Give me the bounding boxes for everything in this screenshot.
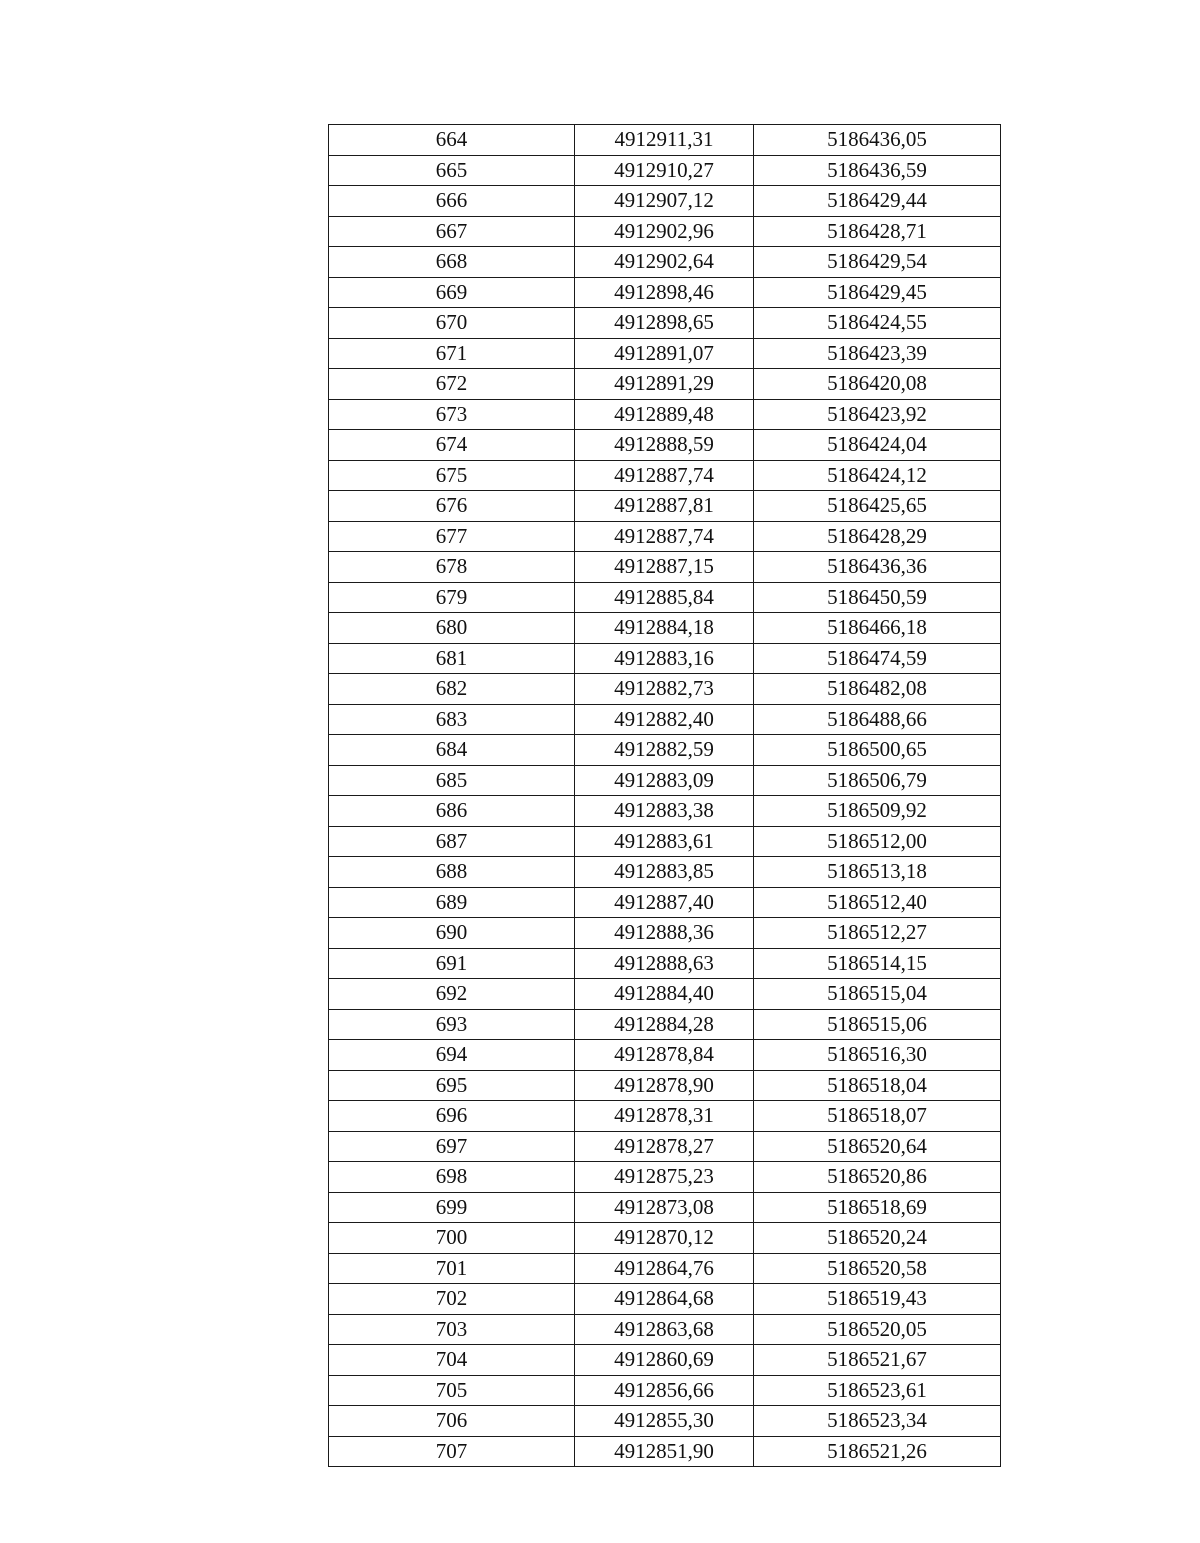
table-row [329,308,1001,339]
x-coordinate-cell: 4912884,28 [575,1009,754,1040]
point-number-cell: 670 [329,308,575,339]
y-coordinate-cell: 5186521,67 [754,1345,1001,1376]
y-coordinate-cell: 5186514,15 [754,948,1001,979]
x-coordinate-cell: 4912864,68 [575,1284,754,1315]
x-coordinate-cell: 4912873,08 [575,1192,754,1223]
x-coordinate-cell: 4912870,12 [575,1223,754,1254]
x-coordinate-cell: 4912863,68 [575,1314,754,1345]
table-row [329,1314,1001,1345]
point-number-cell: 705 [329,1375,575,1406]
table-row [329,643,1001,674]
y-coordinate-cell: 5186519,43 [754,1284,1001,1315]
point-number-cell: 697 [329,1131,575,1162]
point-number-cell: 683 [329,704,575,735]
table-row [329,1253,1001,1284]
point-number-cell: 699 [329,1192,575,1223]
point-number-cell: 701 [329,1253,575,1284]
table-row [329,674,1001,705]
x-coordinate-cell: 4912883,85 [575,857,754,888]
x-coordinate-cell: 4912888,63 [575,948,754,979]
table-row [329,1223,1001,1254]
x-coordinate-cell: 4912883,09 [575,765,754,796]
table-row [329,979,1001,1010]
x-coordinate-cell: 4912883,16 [575,643,754,674]
y-coordinate-cell: 5186512,00 [754,826,1001,857]
point-number-cell: 702 [329,1284,575,1315]
point-number-cell: 704 [329,1345,575,1376]
y-coordinate-cell: 5186429,44 [754,186,1001,217]
x-coordinate-cell: 4912910,27 [575,155,754,186]
point-number-cell: 678 [329,552,575,583]
x-coordinate-cell: 4912888,59 [575,430,754,461]
x-coordinate-cell: 4912887,15 [575,552,754,583]
point-number-cell: 676 [329,491,575,522]
table-row [329,460,1001,491]
point-number-cell: 687 [329,826,575,857]
point-number-cell: 679 [329,582,575,613]
table-row [329,582,1001,613]
x-coordinate-cell: 4912851,90 [575,1436,754,1467]
y-coordinate-cell: 5186424,55 [754,308,1001,339]
table-row [329,735,1001,766]
point-number-cell: 707 [329,1436,575,1467]
table-row [329,796,1001,827]
point-number-cell: 664 [329,125,575,156]
table-row [329,1406,1001,1437]
table-row [329,1162,1001,1193]
point-number-cell: 677 [329,521,575,552]
y-coordinate-cell: 5186520,58 [754,1253,1001,1284]
table-row [329,521,1001,552]
x-coordinate-cell: 4912878,27 [575,1131,754,1162]
x-coordinate-cell: 4912864,76 [575,1253,754,1284]
table-row [329,948,1001,979]
x-coordinate-cell: 4912887,74 [575,460,754,491]
y-coordinate-cell: 5186512,40 [754,887,1001,918]
x-coordinate-cell: 4912875,23 [575,1162,754,1193]
x-coordinate-cell: 4912882,59 [575,735,754,766]
point-number-cell: 689 [329,887,575,918]
x-coordinate-cell: 4912878,31 [575,1101,754,1132]
table-row [329,216,1001,247]
point-number-cell: 668 [329,247,575,278]
point-number-cell: 684 [329,735,575,766]
x-coordinate-cell: 4912888,36 [575,918,754,949]
y-coordinate-cell: 5186420,08 [754,369,1001,400]
point-number-cell: 691 [329,948,575,979]
y-coordinate-cell: 5186428,71 [754,216,1001,247]
y-coordinate-cell: 5186423,39 [754,338,1001,369]
point-number-cell: 696 [329,1101,575,1132]
y-coordinate-cell: 5186482,08 [754,674,1001,705]
y-coordinate-cell: 5186520,05 [754,1314,1001,1345]
x-coordinate-cell: 4912887,40 [575,887,754,918]
table-row [329,613,1001,644]
x-coordinate-cell: 4912885,84 [575,582,754,613]
point-number-cell: 675 [329,460,575,491]
table-row [329,430,1001,461]
x-coordinate-cell: 4912898,46 [575,277,754,308]
point-number-cell: 666 [329,186,575,217]
y-coordinate-cell: 5186424,12 [754,460,1001,491]
point-number-cell: 703 [329,1314,575,1345]
point-number-cell: 686 [329,796,575,827]
point-number-cell: 698 [329,1162,575,1193]
point-number-cell: 693 [329,1009,575,1040]
point-number-cell: 671 [329,338,575,369]
y-coordinate-cell: 5186429,45 [754,277,1001,308]
y-coordinate-cell: 5186450,59 [754,582,1001,613]
y-coordinate-cell: 5186518,69 [754,1192,1001,1223]
table-row [329,277,1001,308]
x-coordinate-cell: 4912882,73 [575,674,754,705]
table-row [329,918,1001,949]
y-coordinate-cell: 5186488,66 [754,704,1001,735]
x-coordinate-cell: 4912882,40 [575,704,754,735]
table-row [329,369,1001,400]
y-coordinate-cell: 5186506,79 [754,765,1001,796]
table-row [329,1101,1001,1132]
point-number-cell: 681 [329,643,575,674]
table-row [329,826,1001,857]
y-coordinate-cell: 5186428,29 [754,521,1001,552]
point-number-cell: 694 [329,1040,575,1071]
x-coordinate-cell: 4912891,07 [575,338,754,369]
y-coordinate-cell: 5186512,27 [754,918,1001,949]
y-coordinate-cell: 5186429,54 [754,247,1001,278]
table-row [329,1192,1001,1223]
y-coordinate-cell: 5186466,18 [754,613,1001,644]
point-number-cell: 674 [329,430,575,461]
y-coordinate-cell: 5186474,59 [754,643,1001,674]
table-row [329,1345,1001,1376]
point-number-cell: 669 [329,277,575,308]
y-coordinate-cell: 5186424,04 [754,430,1001,461]
table-row [329,1070,1001,1101]
point-number-cell: 665 [329,155,575,186]
table-row [329,399,1001,430]
y-coordinate-cell: 5186423,92 [754,399,1001,430]
table-row [329,857,1001,888]
x-coordinate-cell: 4912884,18 [575,613,754,644]
x-coordinate-cell: 4912902,96 [575,216,754,247]
table-row [329,186,1001,217]
y-coordinate-cell: 5186436,59 [754,155,1001,186]
point-number-cell: 680 [329,613,575,644]
table-row [329,338,1001,369]
table-row [329,125,1001,156]
y-coordinate-cell: 5186436,36 [754,552,1001,583]
point-number-cell: 692 [329,979,575,1010]
y-coordinate-cell: 5186523,34 [754,1406,1001,1437]
point-number-cell: 673 [329,399,575,430]
y-coordinate-cell: 5186436,05 [754,125,1001,156]
y-coordinate-cell: 5186518,07 [754,1101,1001,1132]
x-coordinate-cell: 4912887,81 [575,491,754,522]
y-coordinate-cell: 5186516,30 [754,1040,1001,1071]
table-row [329,247,1001,278]
x-coordinate-cell: 4912860,69 [575,1345,754,1376]
table-row [329,1375,1001,1406]
point-number-cell: 682 [329,674,575,705]
table-row [329,765,1001,796]
y-coordinate-cell: 5186520,64 [754,1131,1001,1162]
y-coordinate-cell: 5186425,65 [754,491,1001,522]
x-coordinate-cell: 4912883,38 [575,796,754,827]
y-coordinate-cell: 5186520,86 [754,1162,1001,1193]
coordinates-table-body [329,125,1001,1467]
point-number-cell: 667 [329,216,575,247]
y-coordinate-cell: 5186515,06 [754,1009,1001,1040]
x-coordinate-cell: 4912889,48 [575,399,754,430]
table-row [329,1131,1001,1162]
table-row [329,552,1001,583]
table-row [329,1284,1001,1315]
y-coordinate-cell: 5186515,04 [754,979,1001,1010]
x-coordinate-cell: 4912898,65 [575,308,754,339]
coordinates-table [328,124,1001,1467]
x-coordinate-cell: 4912911,31 [575,125,754,156]
point-number-cell: 688 [329,857,575,888]
x-coordinate-cell: 4912891,29 [575,369,754,400]
x-coordinate-cell: 4912878,84 [575,1040,754,1071]
x-coordinate-cell: 4912902,64 [575,247,754,278]
table-row [329,155,1001,186]
y-coordinate-cell: 5186520,24 [754,1223,1001,1254]
y-coordinate-cell: 5186500,65 [754,735,1001,766]
table-row [329,1040,1001,1071]
table-row [329,887,1001,918]
x-coordinate-cell: 4912883,61 [575,826,754,857]
x-coordinate-cell: 4912878,90 [575,1070,754,1101]
x-coordinate-cell: 4912855,30 [575,1406,754,1437]
x-coordinate-cell: 4912884,40 [575,979,754,1010]
table-row [329,704,1001,735]
y-coordinate-cell: 5186523,61 [754,1375,1001,1406]
y-coordinate-cell: 5186521,26 [754,1436,1001,1467]
y-coordinate-cell: 5186518,04 [754,1070,1001,1101]
table-row [329,1009,1001,1040]
x-coordinate-cell: 4912907,12 [575,186,754,217]
x-coordinate-cell: 4912887,74 [575,521,754,552]
table-row [329,491,1001,522]
point-number-cell: 672 [329,369,575,400]
point-number-cell: 685 [329,765,575,796]
point-number-cell: 706 [329,1406,575,1437]
point-number-cell: 700 [329,1223,575,1254]
point-number-cell: 690 [329,918,575,949]
table-row [329,1436,1001,1467]
y-coordinate-cell: 5186513,18 [754,857,1001,888]
x-coordinate-cell: 4912856,66 [575,1375,754,1406]
point-number-cell: 695 [329,1070,575,1101]
y-coordinate-cell: 5186509,92 [754,796,1001,827]
